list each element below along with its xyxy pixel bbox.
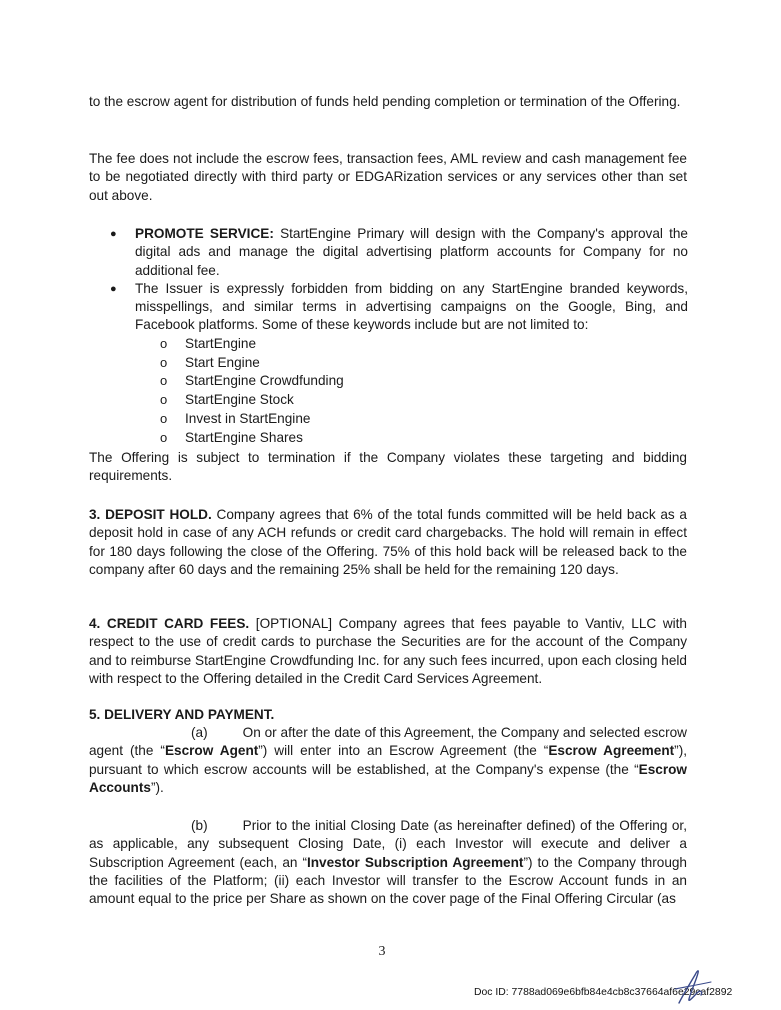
deposit-hold-section [89,506,687,579]
clause-a-marker: (a) [191,725,208,740]
keyword-item: o Start Engine [160,354,688,373]
keyword-item: o StartEngine Stock [160,391,688,410]
issuer-restriction-text: The Issuer is expressly forbidden from bidding on any StartEngine branded keywords, misspellings, and similar terms in advertising campaigns on the Google, Bing, and Facebook platforms. Some of these keywords include but are not limited to: [135,280,688,333]
intro-paragraph-1: to the escrow agent for distribution of funds held pending completion or termination of the Offering. [89,94,681,109]
investor-subscription-agreement-term: Investor Subscription Agreement [306,854,524,870]
deposit-hold-heading: 3. DEPOSIT HOLD. [89,507,212,522]
termination-paragraph: The Offering is subject to termination if the Company violates these targeting and bidding requirements. [89,450,687,484]
issuer-restriction-item [108,280,688,448]
services-bullet-list [108,225,688,448]
escrow-accounts-term: Escrow Accounts [89,761,687,795]
delivery-clause-b [89,817,687,908]
delivery-payment-heading-text: 5. DELIVERY AND PAYMENT. [89,707,275,722]
credit-card-fees-heading: 4. CREDIT CARD FEES. [89,616,250,631]
keyword-item: o StartEngine Crowdfunding [160,372,688,391]
intro-paragraph-2: The fee does not include the escrow fees, transaction fees, AML review and cash management fee to be negotiated directly with third party or EDGARization services or any services other than set out above. [89,151,687,203]
credit-card-fees-text: [OPTIONAL] Company agrees that fees payable to Vantiv, LLC with respect to the use of credit cards to purchase the Securities are for the account of the Company and to reimburse StartEngine Crowdfunding Inc. for any such fees incurred, upon each closing held with respect to the Offering detailed in the Credit Card Services Agreement. [89,616,687,686]
promote-service-item [108,225,688,280]
deposit-hold-text: Company agrees that 6% of the total funds committed will be held back as a deposit hold in case of any ACH refunds or credit card chargebacks. The hold will remain in effect for 180 days following the close of the Offering. 75% of this hold back will be released back to the company after 60 days and the remaining 25% shall be held for the remaining 120 days. [89,507,687,577]
clause-a-text-2: ”) will enter into an Escrow Agreement (the “ [258,743,549,759]
promote-service-label: PROMOTE SERVICE: [135,226,274,241]
page-number: 3 [378,944,386,959]
delivery-payment-heading [89,706,687,724]
clause-a-text-1: On or after the date of this Agreement, the Company and selected escrow agent (the “ [89,725,687,759]
clause-b-text-2: ”) to the Company through the facilities of the Platform; (ii) each Investor will transfer to the Escrow Account funds in an amount equal to the price per Share as shown on the cover page of the Final Offering Circular (as [89,854,687,907]
doc-id: Doc ID: 7788ad069e6bfb84e4cb8c37664af6e29caf2892 [474,987,733,998]
keyword-item: o Invest in StartEngine [160,410,688,429]
keyword-item: o StartEngine Shares [160,429,688,448]
clause-a-text-4: ”). [150,779,164,795]
keyword-list [135,335,688,448]
escrow-agreement-term: Escrow Agreement [548,743,675,759]
keyword-item: o StartEngine [160,335,688,354]
clause-b-text-1: Prior to the initial Closing Date (as hereinafter defined) of the Offering or, as applicable, any subsequent Closing Date, (i) each Investor will execute and deliver a Subscription Agreement (each, an “ [89,818,687,870]
clause-a-text-3: ”), pursuant to which escrow accounts will be established, at the Company's expense (the “ [89,743,688,777]
escrow-agent-term: Escrow Agent [164,743,259,759]
signature-initials-icon [673,967,713,1005]
promote-service-text: StartEngine Primary will design with the Company's approval the digital ads and manage the digital advertising platform accounts for Company for no additional fee. [135,226,688,278]
clause-b-marker: (b) [191,818,208,833]
credit-card-fees-section [89,615,687,688]
delivery-clause-a [89,724,687,797]
